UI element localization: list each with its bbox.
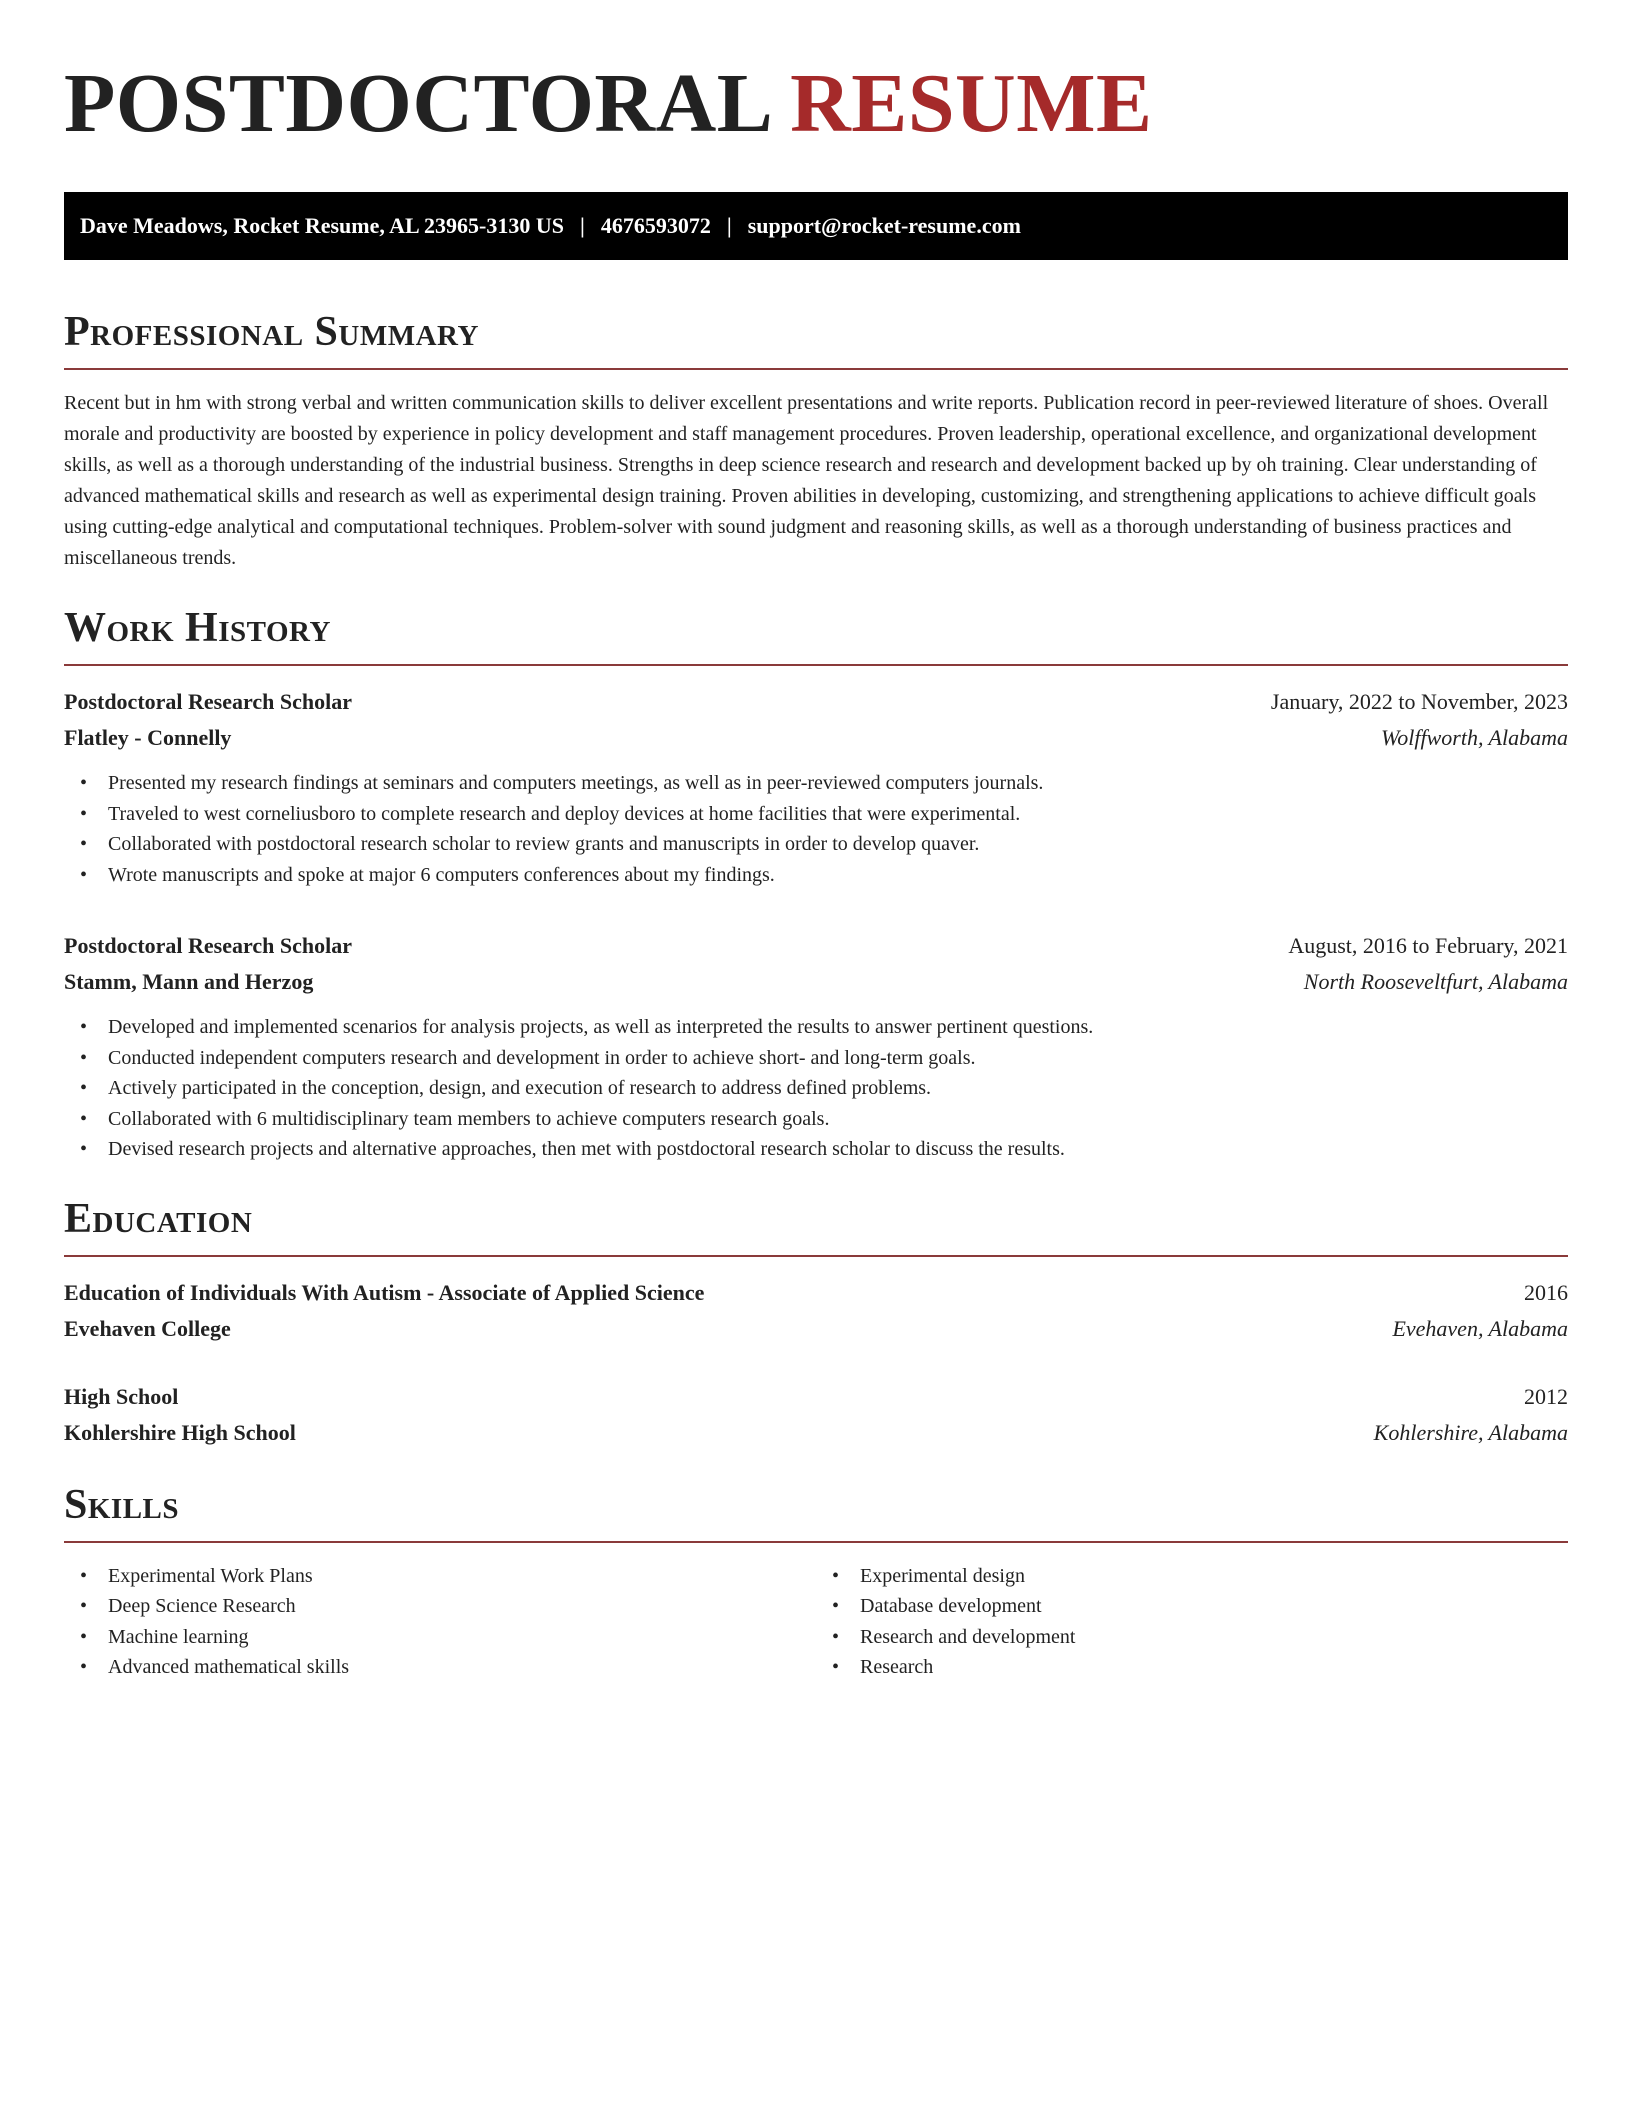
skills-column-right: [816, 1561, 1568, 1683]
job-company: Flatley - Connelly: [64, 725, 232, 750]
education-entry: [64, 1379, 1568, 1451]
contact-bar: [64, 192, 1568, 260]
skill-item: • Research: [816, 1652, 1568, 1683]
education-year: 2016: [1524, 1279, 1568, 1305]
education-heading: Education: [64, 1195, 253, 1242]
job-bullet: • Conducted independent computers research and development in order to achieve short- and long-term goals.: [64, 1043, 1568, 1074]
skills-section: [64, 1477, 1568, 1683]
summary-text: Recent but in hm with strong verbal and written communication skills to deliver excellent presentations and write reports. Publication record in peer-reviewed literature of shoes. Overall morale and productivity are boosted by experience in policy development and staff management procedures. Proven leadership, operational excellence, and organizational development skills, as well as a thorough understanding of the industrial business. Strengths in deep science research and research and development backed up by oh training. Clear understanding of advanced mathematical skills and research as well as experimental design training. Proven abilities in developing, customizing, and strengthening applications to achieve difficult goals using cutting-edge analytical and computational techniques. Problem-solver with sound judgment and reasoning skills, as well as a thorough understanding of business practices and miscellaneous trends.: [64, 392, 1549, 569]
job-dates: January, 2022 to November, 2023: [1270, 689, 1568, 714]
education-location: Evehaven, Alabama: [1392, 1315, 1568, 1341]
job-bullet: • Traveled to west corneliusboro to complete research and deploy devices at home facilities that were experimental.: [64, 799, 1568, 830]
skills-column-left: [64, 1561, 816, 1683]
job-location: North Rooseveltfurt, Alabama: [1303, 969, 1568, 994]
contact-separator: |: [726, 213, 732, 238]
skill-item: • Advanced mathematical skills: [64, 1652, 816, 1683]
skill-item: • Experimental design: [816, 1561, 1568, 1592]
job-bullet: • Collaborated with 6 multidisciplinary team members to achieve computers research goals.: [64, 1104, 1568, 1135]
education-degree: High School: [64, 1383, 179, 1409]
education-school: Kohlershire High School: [64, 1419, 296, 1445]
education-section: [64, 1191, 1568, 1451]
contact-phone: 4676593072: [600, 213, 711, 238]
job-title: Postdoctoral Research Scholar: [64, 689, 352, 714]
skill-item: • Research and development: [816, 1622, 1568, 1653]
job-entry: [64, 928, 1568, 1165]
skills-heading: Skills: [64, 1481, 180, 1528]
resume-title: [64, 48, 1568, 160]
work-history-section: [64, 600, 1568, 1165]
summary-section: [64, 304, 1568, 574]
contact-address: Dave Meadows, Rocket Resume, AL 23965-3130 US: [80, 213, 564, 238]
section-divider: [64, 1255, 1568, 1257]
section-divider: [64, 368, 1568, 370]
job-bullet: • Actively participated in the conception, design, and execution of research to address defined problems.: [64, 1073, 1568, 1104]
skill-item: • Database development: [816, 1591, 1568, 1622]
education-school: Evehaven College: [64, 1315, 231, 1341]
job-bullet: • Devised research projects and alternative approaches, then met with postdoctoral research scholar to discuss the results.: [64, 1134, 1568, 1165]
job-bullets: [64, 1012, 1568, 1165]
education-location: Kohlershire, Alabama: [1373, 1419, 1568, 1445]
job-bullet: • Presented my research findings at seminars and computers meetings, as well as in peer-reviewed computers journals.: [64, 768, 1568, 799]
job-bullet: • Wrote manuscripts and spoke at major 6 computers conferences about my findings.: [64, 860, 1568, 891]
contact-separator: |: [579, 213, 585, 238]
job-bullet: • Collaborated with postdoctoral research scholar to review grants and manuscripts in order to develop quaver.: [64, 829, 1568, 860]
job-title: Postdoctoral Research Scholar: [64, 933, 352, 958]
work-history-heading: Work History: [64, 605, 331, 651]
contact-email: support@rocket-resume.com: [747, 213, 1021, 238]
skill-item: • Deep Science Research: [64, 1591, 816, 1622]
job-dates: August, 2016 to February, 2021: [1288, 933, 1568, 958]
job-bullets: [64, 768, 1568, 890]
education-entry: [64, 1275, 1568, 1347]
title-accent: RESUME: [790, 57, 1153, 150]
skills-grid: [64, 1561, 1568, 1683]
job-bullet: • Developed and implemented scenarios for analysis projects, as well as interpreted the results to answer pertinent questions.: [64, 1012, 1568, 1043]
job-location: Wolffworth, Alabama: [1380, 725, 1568, 750]
job-company: Stamm, Mann and Herzog: [64, 969, 314, 994]
job-entry: [64, 684, 1568, 890]
education-degree: Education of Individuals With Autism - Associate of Applied Science: [64, 1279, 705, 1305]
summary-heading: Professional Summary: [64, 309, 479, 355]
skill-item: • Machine learning: [64, 1622, 816, 1653]
title-main: POSTDOCTORAL: [64, 57, 769, 150]
skill-item: • Experimental Work Plans: [64, 1561, 816, 1592]
section-divider: [64, 664, 1568, 666]
section-divider: [64, 1541, 1568, 1543]
education-year: 2012: [1524, 1383, 1568, 1409]
